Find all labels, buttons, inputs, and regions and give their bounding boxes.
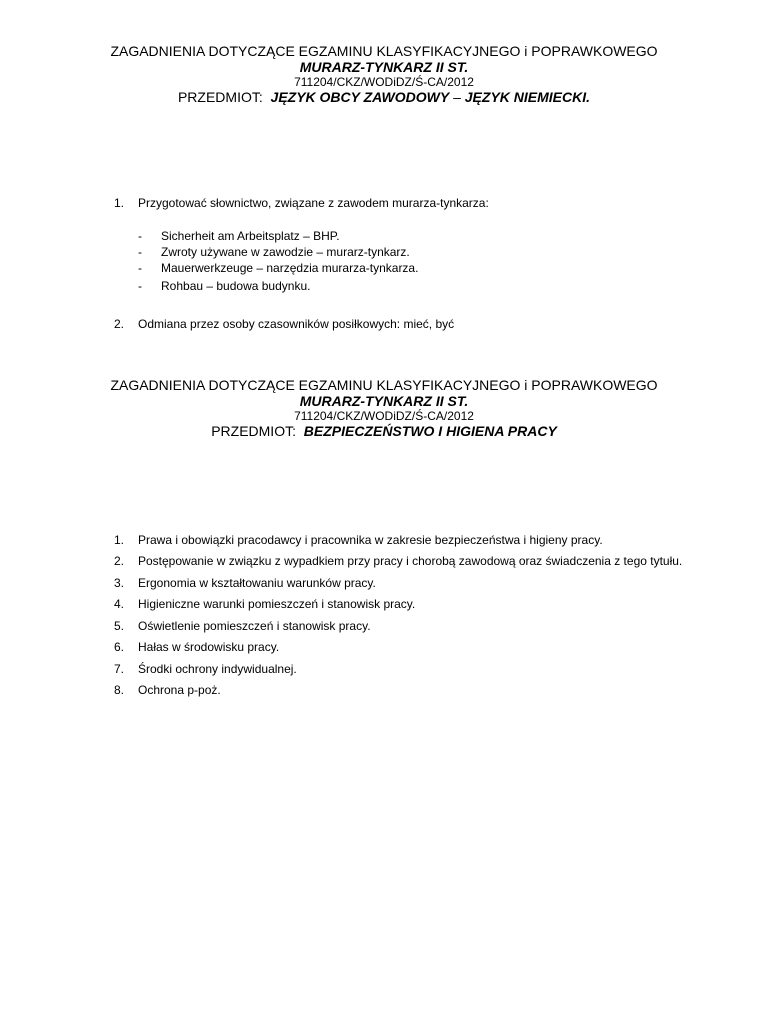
item-number: 1. <box>114 196 125 210</box>
profession-title: MURARZ-TYNKARZ II ST. <box>299 393 469 409</box>
profession-title: MURARZ-TYNKARZ II ST. <box>299 59 469 75</box>
item-number: 1. <box>114 533 125 547</box>
item-text: Odmiana przez osoby czasowników posiłkowych: mieć, być <box>138 317 455 331</box>
item-number: 6. <box>114 640 125 654</box>
exam-section-bhp <box>0 377 768 697</box>
sub-item-text: Mauerwerkzeuge – narzędzia murarza-tynkarza. <box>161 261 419 275</box>
subject-label: PRZEDMIOT: <box>177 89 263 105</box>
item-text: Oświetlenie pomieszczeń i stanowisk pracy. <box>138 619 371 633</box>
subject-value-part1: JĘZYK OBCY ZAWODOWY <box>270 89 450 105</box>
item-text: Ergonomia w kształtowaniu warunków pracy. <box>138 576 376 590</box>
item-number: 2. <box>114 554 125 568</box>
subject-value-part2: JĘZYK NIEMIECKI. <box>464 89 591 105</box>
item-number: 4. <box>114 597 125 611</box>
item-number: 2. <box>114 317 125 331</box>
item-text: Przygotować słownictwo, związane z zawodem murarza-tynkarza: <box>138 196 489 210</box>
subject-line <box>0 423 768 439</box>
item-text: Prawa i obowiązki pracodawcy i pracownika w zakresie bezpieczeństwa i higieny pracy. <box>138 533 603 547</box>
section-title: ZAGADNIENIA DOTYCZĄCE EGZAMINU KLASYFIKACYJNEGO i POPRAWKOWEGO <box>110 377 658 393</box>
document-code: 711204/CKZ/WODiDZ/Ś-CA/2012 <box>294 409 474 423</box>
subject-label: PRZEDMIOT: <box>211 423 296 439</box>
item-text: Postępowanie w związku z wypadkiem przy pracy i chorobą zawodową oraz świadczenia z tego tytułu. <box>138 554 683 568</box>
item-number: 3. <box>114 576 125 590</box>
bullet-dash: - <box>138 229 142 243</box>
item-text: Ochrona p-poż. <box>138 683 221 697</box>
sub-item-text: Zwroty używane w zawodzie – murarz-tynkarz. <box>161 245 410 259</box>
document-code: 711204/CKZ/WODiDZ/Ś-CA/2012 <box>294 75 474 89</box>
section-title: ZAGADNIENIA DOTYCZĄCE EGZAMINU KLASYFIKACYJNEGO i POPRAWKOWEGO <box>110 43 658 59</box>
item-number: 5. <box>114 619 125 633</box>
item-number: 7. <box>114 662 125 676</box>
bullet-dash: - <box>138 279 142 293</box>
bullet-dash: - <box>138 245 142 259</box>
item-text: Higieniczne warunki pomieszczeń i stanowisk pracy. <box>138 597 416 611</box>
bullet-dash: - <box>138 261 142 275</box>
exam-section-german <box>0 43 768 331</box>
sub-item-text: Sicherheit am Arbeitsplatz – BHP. <box>161 229 340 243</box>
subject-value: BEZPIECZEŃSTWO I HIGIENA PRACY <box>303 423 557 439</box>
item-text: Hałas w środowisku pracy. <box>138 640 280 654</box>
subject-separator: – <box>449 89 465 105</box>
item-number: 8. <box>114 683 125 697</box>
subject-line <box>0 89 768 105</box>
item-text: Środki ochrony indywidualnej. <box>138 662 297 676</box>
sub-item-text: Rohbau – budowa budynku. <box>161 279 311 293</box>
